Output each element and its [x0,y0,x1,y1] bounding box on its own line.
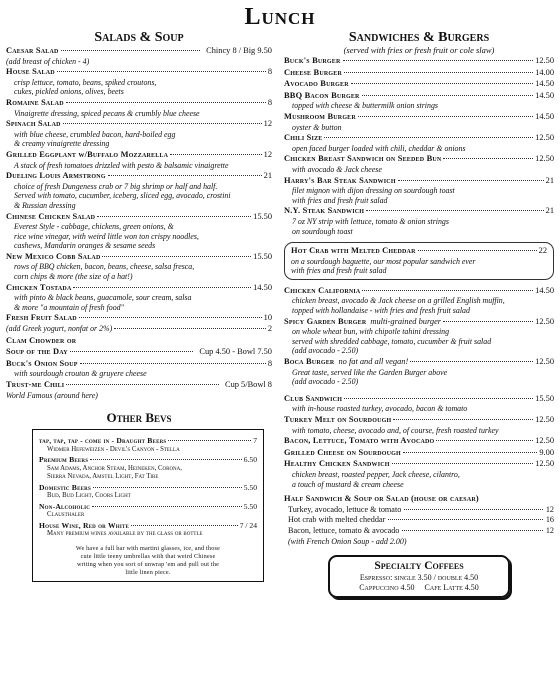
menu-item-desc: Sierra Nevada, Amstel Light, Fat Tire [47,473,159,481]
menu-item-name: Chinese Chicken Salad [6,211,96,221]
menu-item-price: 14.50 [253,282,272,292]
other-bevs-box [32,429,264,581]
menu-item-price: 6.50 [243,455,257,465]
menu-item [284,436,554,447]
menu-item-price: 10 [263,313,272,323]
menu-item [6,359,272,379]
menu-item-name: Spinach Salad [6,119,61,129]
menu-item [6,252,272,282]
menu-item-name: tap, tap, tap - come in - Draught Beers [39,436,167,446]
menu-item-desc: crisp lettuce, tomato, beans, spiked croutons, [14,77,157,87]
menu-item-desc: choice of fresh Dungeness crab or 7 big shrimp or half and half. [14,181,218,191]
menu-item [6,283,272,313]
menu-item [284,394,554,414]
menu-item-desc: Vinaigrette dressing, spiced pecans & crumbly blue cheese [14,108,200,118]
menu-item-desc: 7 oz NY strip with lettuce, tomato & onion strings [292,216,449,226]
menu-item-name: Spicy Garden Burger [284,316,367,326]
menu-item-desc: cashews, Mandarin oranges & sesame seeds [14,241,156,251]
menu-item-name: House Wine, Red or White [39,520,130,530]
menu-item-price: 14.50 [535,90,554,100]
menu-item-name: Clam Chowder or [6,335,77,345]
menu-item-name: Fresh Fruit Salad [6,313,77,323]
menu-item-price: 14.50 [535,285,554,295]
menu-item-desc: with fries and fresh fruit salad [291,266,387,276]
menu-item-desc: a touch of mustard & cream cheese [292,479,404,489]
half-sandwich-note: (with French Onion Soup - add 2.00) [288,536,407,546]
menu-item [284,154,554,174]
menu-item-price: 21 [263,171,272,181]
half-sandwich-heading: Half Sandwich & Soup or Salad (house or caesar) [284,494,479,504]
menu-item-desc: & more "a mountain of fresh food" [14,302,124,312]
menu-item-desc: Great taste, served like the Garden Burger above [292,367,448,377]
menu-item-name: Cheese Burger [284,67,343,77]
menu-item [284,56,554,67]
menu-item [284,133,554,153]
menu-item [6,347,272,358]
menu-item-name: Soup of the Day [6,347,68,357]
menu-item [39,455,257,481]
menu-item [6,150,272,170]
menu-item-desc: on sourdough toast [292,226,353,236]
menu-item-name: Chicken Breast Sandwich on Seeded Bun [284,154,442,164]
menu-item-desc: with sourdough crouton & gruyere cheese [14,369,147,379]
menu-item [284,206,554,236]
menu-item-desc: topped with cheese & buttermilk onion strings [292,101,438,111]
menu-item [6,98,272,118]
specialty-sandwich-list [284,286,554,387]
menu-item-price: 9.00 [539,447,554,457]
menu-item [284,68,554,79]
other-bevs-list [39,436,257,538]
menu-item-desc: Widmer Hefeweizen - Devil's Canyon - Stella [47,445,180,453]
menu-item-price: 7 [253,436,257,446]
menu-item-name: Bacon, lettuce, tomato & avocado [288,525,400,535]
menu-item-price: 12.50 [535,133,554,143]
menu-item-name: Chicken California [284,285,361,295]
menu-item [6,119,272,149]
menu-item-price: 7 / 24 [239,520,257,530]
menu-item-price: 12 [545,504,554,514]
menu-item-name: Hot crab with melted cheddar [288,515,386,525]
hot-crab-box [284,242,554,280]
menu-item [284,176,554,206]
menu-item [6,46,272,66]
menu-item-desc: (add avocado - 2.50) [292,377,359,387]
right-column [284,30,554,598]
menu-item [284,112,554,132]
menu-item-desc: rice wine vinegar, with weird little won ton crispy noodles, [14,231,199,241]
left-column [6,30,272,582]
menu-item-price: 12.50 [535,316,554,326]
menu-item-price: Cup 5/Bowl 8 [225,380,272,389]
menu-item [6,336,272,347]
menu-item-name: Premium Beers [39,455,89,465]
menu-item-price: 12 [263,149,272,159]
menu-item-price: 16 [545,515,554,525]
half-sandwich-list [284,505,554,537]
menu-item-desc: with blue cheese, crumbled bacon, hard-boiled egg [14,129,176,139]
menu-item-price: 22 [538,246,547,256]
menu-item-name: House Salad [6,67,55,77]
half-sandwich-item [284,526,554,537]
menu-item-desc: (add Greek yogurt, nonfat or 2%) [6,324,113,334]
menu-item-price: 8 [267,97,272,107]
menu-item-desc: filet mignon with dijon dressing on sourdough toast [292,186,455,196]
menu-item-price: 5.50 [243,501,257,511]
salads-soup-heading: Salads & Soup [94,30,184,45]
menu-item-name: Turkey Melt on Sourdough [284,415,392,424]
menu-item-price: 12 [545,525,554,535]
half-sandwich-item [284,505,554,516]
menu-item-name: Romaine Salad [6,97,64,107]
menu-item-desc: (add breast of chicken - 4) [6,56,90,66]
menu-item [284,459,554,489]
half-sandwich-item [284,515,554,526]
menu-item-name: Chili Size [284,133,323,143]
menu-item [39,521,257,539]
menu-item [284,79,554,90]
menu-item [6,212,272,251]
menu-item-desc: rows of BBQ chicken, bacon, beans, cheese, salsa fresca, [14,262,195,272]
menu-item-name: Healthy Chicken Sandwich [284,459,390,469]
sandwiches-subheading: (served with fries or fresh fruit or cole slaw) [343,45,495,55]
menu-item-name: Mushroom Burger [284,111,356,121]
salads-soup-list [6,46,272,400]
menu-item-name: Bacon, Lettuce, Tomato with Avocado [284,436,435,446]
menu-item-name: BBQ Bacon Burger [284,90,360,100]
menu-item-name: Club Sandwich [284,393,343,403]
cappuccino-latte-row: Cappuccino 4.50 Cafe Latte 4.50 [359,582,479,592]
menu-item-name: N.Y. Steak Sandwich [284,206,365,216]
menu-item-desc: on whole wheat bun, with chipotle tahini dressing [292,327,450,337]
bar-note: We have a full bar with martini glasses, ice, and those cute little teeny umbrellas with that weird Chinese writing when you sort of unwrap 'em and pull out the little linen piece. [75,544,221,576]
menu-item-desc: with tomato, cheese, avocado and, of course, fresh roasted turkey [292,425,499,435]
espresso-row: Espresso: single 3.50 / double 4.50 [359,572,479,582]
menu-item-desc: with avocado & Jack cheese [292,164,382,174]
menu-item-desc: Sam Adams, Anchor Steam, Heineken, Corona, [47,464,182,472]
menu-item-price: 12.50 [535,357,554,367]
menu-item [6,171,272,210]
menu-item-name: Avocado Burger [284,79,349,89]
burgers-list [284,56,554,236]
menu-item [6,380,272,400]
menu-item [39,436,257,454]
menu-item-desc: chicken breast, roasted pepper, Jack cheese, cilantro, [292,469,460,479]
menu-item-desc: on a sourdough baguette, our most popular sandwich ever [291,256,476,266]
menu-item-name: Domestic Beers [39,482,91,492]
menu-item-price: 14.00 [535,67,554,77]
menu-item-desc: corn chips & more (the size of a hat!) [14,272,133,282]
menu-item-name: Boca Burger [284,357,335,367]
menu-item-price: 12.50 [535,459,554,469]
menu-item-price: Cup 4.50 - Bowl 7.50 [199,347,272,357]
menu-item [284,91,554,111]
menu-item-desc: served with shredded cabbage, tomato, cucumber & fruit salad [292,336,492,346]
menu-item-note: no fat and all vegan! [338,357,409,367]
menu-item-name: Non-Alcoholic [39,501,91,511]
menu-item-desc: Clausthaler [47,511,85,519]
menu-item [284,357,554,387]
menu-item-desc: with fries and fresh fruit salad [292,195,388,205]
menu-item [284,448,554,459]
menu-item-desc: topped with hollandaise - with fries and fresh fruit salad [292,306,470,316]
menu-item-desc: Served with tomato, cucumber, iceberg, sliced egg, avocado, crostini [14,191,231,201]
menu-item-price: 12 [263,119,272,129]
menu-item-price: 15.50 [253,251,272,261]
specialty-coffees-box [328,555,510,598]
menu-item-price: 5.50 [243,482,257,492]
menu-item-name: Trust-me Chili [6,380,65,389]
menu-item-desc: cukes, pickled onions, olives, beets [14,87,124,97]
menu-item-price: 21 [545,206,554,216]
menu-item [284,415,554,435]
menu-item-desc: (add avocado - 2.50) [292,346,359,356]
menu-item-desc: & creamy vinaigrette dressing [14,139,110,149]
menu-item-desc: with pinto & black beans, guacamole, sour cream, salsa [14,293,192,303]
menu-item-price: 12.50 [535,154,554,164]
menu-item [39,502,257,520]
menu-item-name: Grilled Cheese on Sourdough [284,447,401,457]
menu-item-name: New Mexico Cobb Salad [6,251,101,261]
menu-item-price: Chincy 8 / Big 9.50 [206,46,272,55]
menu-item-price: 8 [267,358,272,368]
menu-item-name: Dueling Louis Armstrong [6,171,106,181]
specialty-coffees-heading: Specialty Coffees [374,559,464,572]
menu-item [6,313,272,334]
menu-item-price: 15.50 [535,393,554,403]
menu-item-desc: A stack of fresh tomatoes drizzled with pesto & balsamic vinaigrette [14,160,229,170]
menu-item-desc: Bud, Bud Light, Coors Light [47,492,131,500]
menu-item [284,286,554,316]
menu-item-name: Buck's Onion Soup [6,358,78,368]
menu-item-name: Turkey, avocado, lettuce & tomato [288,504,402,514]
menu-item-price: 8 [267,67,272,77]
menu-item-name: Harry's Bar Steak Sandwich [284,175,396,185]
menu-item-name: Hot Crab with Melted Cheddar [291,246,416,256]
menu-item [284,317,554,356]
page-title: Lunch [244,4,316,30]
menu-item-desc: with in-house roasted turkey, avocado, bacon & tomato [292,404,468,414]
sandwiches-heading: Sandwiches & Burgers [348,30,490,45]
menu-item-name: Buck's Burger [284,56,341,65]
menu-item-name: Chicken Tostada [6,282,72,292]
menu-item-price: 12.50 [535,415,554,424]
menu-item-desc: chicken breast, avocado & Jack cheese on a grilled English muffin, [292,296,505,306]
classic-sandwich-list [284,394,554,489]
menu-item-desc: Many premium wines available by the glass or bottle [47,530,203,538]
menu-item-desc: open faced burger loaded with chili, cheddar & onions [292,143,466,153]
menu-item [39,483,257,501]
menu-item-desc: oyster & button [292,122,342,132]
other-bevs-heading: Other Bevs [106,410,172,426]
menu-item [6,67,272,97]
menu-item-price: 21 [545,175,554,185]
menu-item-note: multi-grained burger [370,316,442,326]
menu-item-price: 12.50 [535,56,554,65]
half-sandwich-section [284,494,554,546]
menu-item-price: 15.50 [253,211,272,221]
menu-item-price: 2 [267,324,272,334]
menu-item-name: Grilled Eggplant w/Buffalo Mozzarella [6,149,169,159]
menu-item-name: Caesar Salad [6,46,59,55]
menu-item-price: 14.50 [535,111,554,121]
menu-item-desc: Everest Style - cabbage, chickens, green onions, & [14,222,174,232]
menu-item-desc: World Famous (around here) [6,390,98,400]
menu-item-desc: & Russian dressing [14,200,76,210]
menu-item-price: 12.50 [535,436,554,446]
menu-item-price: 14.50 [535,79,554,89]
